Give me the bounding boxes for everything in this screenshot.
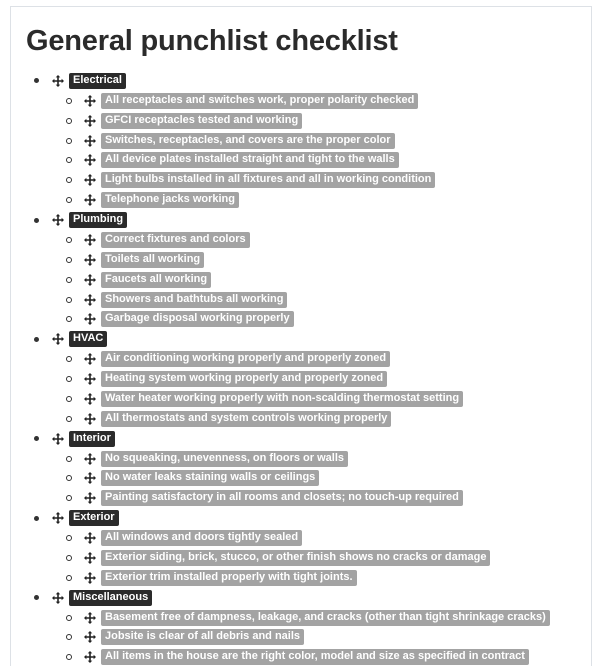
checklist-item-tag[interactable]: Basement free of dampness, leakage, and cracks (other than tight shrinkage cracks)	[101, 610, 550, 626]
category-tag[interactable]: Interior	[69, 431, 115, 447]
move-arrows-icon[interactable]	[84, 254, 96, 266]
checklist-item-tag[interactable]: Exterior siding, brick, stucco, or other finish shows no cracks or damage	[101, 550, 490, 566]
checklist-item-row	[11, 369, 591, 389]
checklist-item-row	[11, 290, 591, 310]
checklist-item-row	[11, 628, 591, 648]
bullet	[34, 337, 52, 342]
checklist-item-tag[interactable]: Telephone jacks working	[101, 192, 239, 208]
checklist-item-tag[interactable]: No water leaks staining walls or ceilings	[101, 470, 319, 486]
bullet	[66, 157, 84, 163]
checklist-item-row	[11, 151, 591, 171]
checklist-item-tag[interactable]: Air conditioning working properly and properly zoned	[101, 351, 390, 367]
checklist-item-tag[interactable]: Correct fixtures and colors	[101, 232, 250, 248]
category-row	[11, 71, 591, 91]
checklist-item-row	[11, 170, 591, 190]
checklist-item-tag[interactable]: Showers and bathtubs all working	[101, 292, 287, 308]
checklist-item-tag[interactable]: All items in the house are the right color, model and size as specified in contract	[101, 649, 529, 665]
checklist-item-row	[11, 190, 591, 210]
move-arrows-icon[interactable]	[84, 234, 96, 246]
move-arrows-icon[interactable]	[84, 651, 96, 663]
bullet	[66, 495, 84, 501]
category-row	[11, 210, 591, 230]
checklist-item-tag[interactable]: Switches, receptacles, and covers are the proper color	[101, 133, 395, 149]
move-arrows-icon[interactable]	[84, 492, 96, 504]
checklist-item-tag[interactable]: All device plates installed straight and tight to the walls	[101, 152, 399, 168]
move-arrows-icon[interactable]	[52, 592, 64, 604]
bullet	[34, 516, 52, 521]
checklist-item-row	[11, 91, 591, 111]
bullet	[66, 316, 84, 322]
checklist-item-row	[11, 608, 591, 628]
bullet	[66, 138, 84, 144]
move-arrows-icon[interactable]	[84, 95, 96, 107]
move-arrows-icon[interactable]	[84, 413, 96, 425]
checklist-panel	[10, 6, 592, 666]
checklist-item-row	[11, 111, 591, 131]
bullet	[66, 555, 84, 561]
move-arrows-icon[interactable]	[52, 214, 64, 226]
bullet	[34, 436, 52, 441]
checklist-item-tag[interactable]: All thermostats and system controls working properly	[101, 411, 391, 427]
move-arrows-icon[interactable]	[84, 631, 96, 643]
bullet	[66, 456, 84, 462]
bullet	[66, 535, 84, 541]
move-arrows-icon[interactable]	[84, 552, 96, 564]
bullet	[66, 177, 84, 183]
move-arrows-icon[interactable]	[84, 572, 96, 584]
move-arrows-icon[interactable]	[84, 194, 96, 206]
bullet	[66, 634, 84, 640]
checklist-item-tag[interactable]: Painting satisfactory in all rooms and closets; no touch-up required	[101, 490, 463, 506]
bullet	[66, 118, 84, 124]
move-arrows-icon[interactable]	[84, 115, 96, 127]
checklist-item-row	[11, 409, 591, 429]
checklist-item-row	[11, 469, 591, 489]
category-tag[interactable]: Miscellaneous	[69, 590, 152, 606]
move-arrows-icon[interactable]	[84, 135, 96, 147]
bullet	[66, 475, 84, 481]
bullet	[66, 575, 84, 581]
bullet	[66, 356, 84, 362]
bullet	[34, 218, 52, 223]
bullet	[34, 595, 52, 600]
bullet	[66, 416, 84, 422]
move-arrows-icon[interactable]	[84, 393, 96, 405]
checklist-item-row	[11, 270, 591, 290]
move-arrows-icon[interactable]	[84, 174, 96, 186]
checklist-item-tag[interactable]: All windows and doors tightly sealed	[101, 530, 302, 546]
checklist-item-tag[interactable]: Toilets all working	[101, 252, 204, 268]
checklist-item-row	[11, 647, 591, 666]
category-tag[interactable]: HVAC	[69, 331, 107, 347]
bullet	[66, 277, 84, 283]
category-row	[11, 508, 591, 528]
bullet	[66, 297, 84, 303]
move-arrows-icon[interactable]	[84, 353, 96, 365]
move-arrows-icon[interactable]	[52, 333, 64, 345]
category-row	[11, 429, 591, 449]
checklist-item-tag[interactable]: Water heater working properly with non-scalding thermostat setting	[101, 391, 463, 407]
bullet	[66, 237, 84, 243]
bullet	[66, 98, 84, 104]
checklist-item-row	[11, 449, 591, 469]
checklist-item-tag[interactable]: Garbage disposal working properly	[101, 311, 294, 327]
move-arrows-icon[interactable]	[84, 294, 96, 306]
category-row	[11, 329, 591, 349]
checklist-item-row	[11, 230, 591, 250]
checklist-item-row	[11, 250, 591, 270]
checklist-item-row	[11, 568, 591, 588]
checklist-item-row	[11, 349, 591, 369]
checklist-item-tag[interactable]: Faucets all working	[101, 272, 211, 288]
category-tag[interactable]: Exterior	[69, 510, 119, 526]
checklist-item-tag[interactable]: Exterior trim installed properly with tight joints.	[101, 570, 357, 586]
move-arrows-icon[interactable]	[52, 75, 64, 87]
checklist-item-tag[interactable]: No squeaking, unevenness, on floors or walls	[101, 451, 348, 467]
bullet	[66, 615, 84, 621]
category-row	[11, 588, 591, 608]
move-arrows-icon[interactable]	[84, 313, 96, 325]
move-arrows-icon[interactable]	[84, 373, 96, 385]
checklist-item-tag[interactable]: Jobsite is clear of all debris and nails	[101, 629, 304, 645]
move-arrows-icon[interactable]	[84, 532, 96, 544]
page-title: General punchlist checklist	[26, 25, 398, 57]
checklist-item-tag[interactable]: Light bulbs installed in all fixtures and all in working condition	[101, 172, 435, 188]
checklist-item-tag[interactable]: GFCI receptacles tested and working	[101, 113, 302, 129]
move-arrows-icon[interactable]	[52, 512, 64, 524]
checklist-item-tag[interactable]: Heating system working properly and properly zoned	[101, 371, 387, 387]
move-arrows-icon[interactable]	[52, 433, 64, 445]
bullet	[66, 257, 84, 263]
move-arrows-icon[interactable]	[84, 612, 96, 624]
move-arrows-icon[interactable]	[84, 472, 96, 484]
checklist-item-row	[11, 131, 591, 151]
checklist-item-row	[11, 528, 591, 548]
checklist-item-row	[11, 389, 591, 409]
checklist-item-row	[11, 488, 591, 508]
checklist-item-row	[11, 548, 591, 568]
bullet	[66, 376, 84, 382]
checklist-item-tag[interactable]: All receptacles and switches work, proper polarity checked	[101, 93, 418, 109]
bullet	[34, 78, 52, 83]
move-arrows-icon[interactable]	[84, 274, 96, 286]
move-arrows-icon[interactable]	[84, 154, 96, 166]
bullet	[66, 197, 84, 203]
category-tag[interactable]: Electrical	[69, 73, 126, 89]
move-arrows-icon[interactable]	[84, 453, 96, 465]
bullet	[66, 654, 84, 660]
category-tag[interactable]: Plumbing	[69, 212, 127, 228]
bullet	[66, 396, 84, 402]
checklist-tree	[11, 71, 591, 666]
checklist-item-row	[11, 310, 591, 330]
